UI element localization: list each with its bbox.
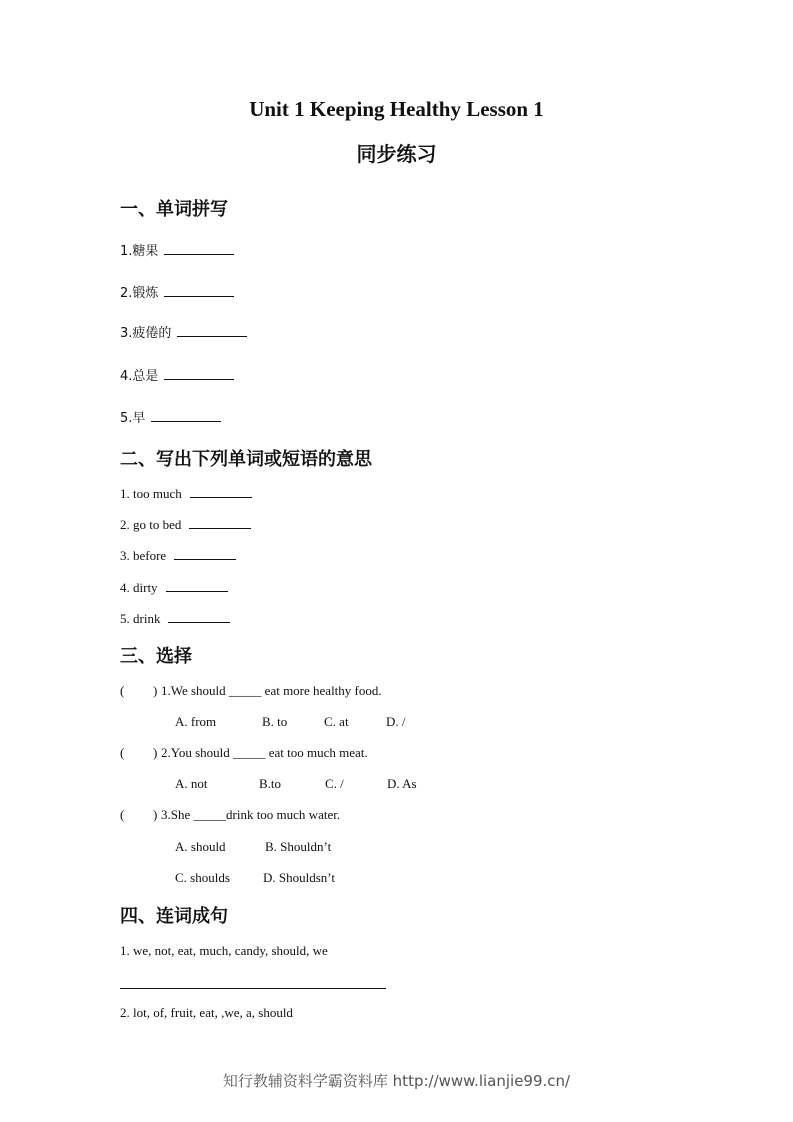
sentence-item: 1. we, not, eat, much, candy, should, we — [120, 943, 328, 958]
page-title: Unit 1 Keeping Healthy Lesson 1 — [249, 97, 544, 121]
item-label: 5.早 — [120, 411, 146, 426]
meaning-item — [120, 516, 251, 533]
section-heading-spelling: 一、单词拼写 — [120, 199, 228, 220]
answer-blank[interactable] — [177, 324, 247, 337]
option-c: C. at — [324, 714, 349, 729]
answer-blank[interactable] — [174, 547, 236, 560]
item-label: 3.疲倦的 — [120, 326, 172, 341]
page-subtitle: 同步练习 — [356, 142, 437, 166]
answer-paren-close: ) — [153, 683, 158, 698]
answer-blank[interactable] — [190, 485, 252, 498]
answer-blank[interactable] — [164, 367, 234, 380]
answer-line[interactable] — [120, 988, 386, 989]
item-label: 4. dirty — [120, 580, 158, 595]
answer-paren-close: ) — [153, 807, 158, 822]
option-d: D. / — [386, 714, 406, 729]
option-d: D. As — [387, 776, 417, 791]
option-a: A. from — [175, 714, 217, 729]
item-label: 5. drink — [120, 611, 161, 626]
item-label: 4.总是 — [120, 369, 159, 384]
answer-blank[interactable] — [166, 579, 228, 592]
option-b: B.to — [259, 776, 282, 791]
answer-blank[interactable] — [164, 284, 234, 297]
section-heading-sentences: 四、连词成句 — [120, 906, 228, 927]
spelling-item — [120, 365, 234, 384]
answer-blank[interactable] — [168, 610, 230, 623]
option-b: B. to — [262, 714, 288, 729]
item-label: 3. before — [120, 548, 167, 563]
answer-blank[interactable] — [189, 516, 251, 529]
meaning-item — [120, 610, 230, 627]
option-c: C. / — [325, 776, 344, 791]
answer-blank[interactable] — [164, 242, 234, 255]
item-label: 2. go to bed — [120, 517, 182, 532]
item-label: 1.糖果 — [120, 244, 159, 259]
spelling-item — [120, 240, 234, 259]
footer-watermark: 知行教辅资料学霸资料库 http://www.lianjie99.cn/ — [222, 1072, 571, 1090]
item-label: 1. too much — [120, 486, 182, 501]
question-stem: 1.We should _____ eat more healthy food. — [161, 683, 382, 698]
meaning-item — [120, 485, 252, 502]
meaning-item — [120, 547, 236, 564]
answer-paren-open[interactable]: ( — [120, 683, 125, 698]
answer-paren-open[interactable]: ( — [120, 807, 125, 822]
meaning-item — [120, 579, 228, 596]
spelling-item — [120, 322, 247, 341]
spelling-item — [120, 282, 234, 301]
option-a: A. not — [175, 776, 208, 791]
answer-paren-close: ) — [153, 745, 158, 760]
section-heading-choice: 三、选择 — [120, 646, 192, 667]
option-d: D. Shouldsn’t — [263, 870, 335, 885]
answer-blank[interactable] — [151, 409, 221, 422]
sentence-item: 2. lot, of, fruit, eat, ,we, a, should — [120, 1005, 293, 1020]
option-c: C. shoulds — [175, 870, 230, 885]
section-heading-meanings: 二、写出下列单词或短语的意思 — [120, 449, 372, 470]
item-label: 2.锻炼 — [120, 286, 159, 301]
spelling-item — [120, 407, 221, 426]
option-a: A. should — [175, 839, 226, 854]
question-stem: 3.She _____drink too much water. — [161, 807, 341, 822]
option-b: B. Shouldn’t — [265, 839, 332, 854]
answer-paren-open[interactable]: ( — [120, 745, 125, 760]
question-stem: 2.You should _____ eat too much meat. — [161, 745, 368, 760]
